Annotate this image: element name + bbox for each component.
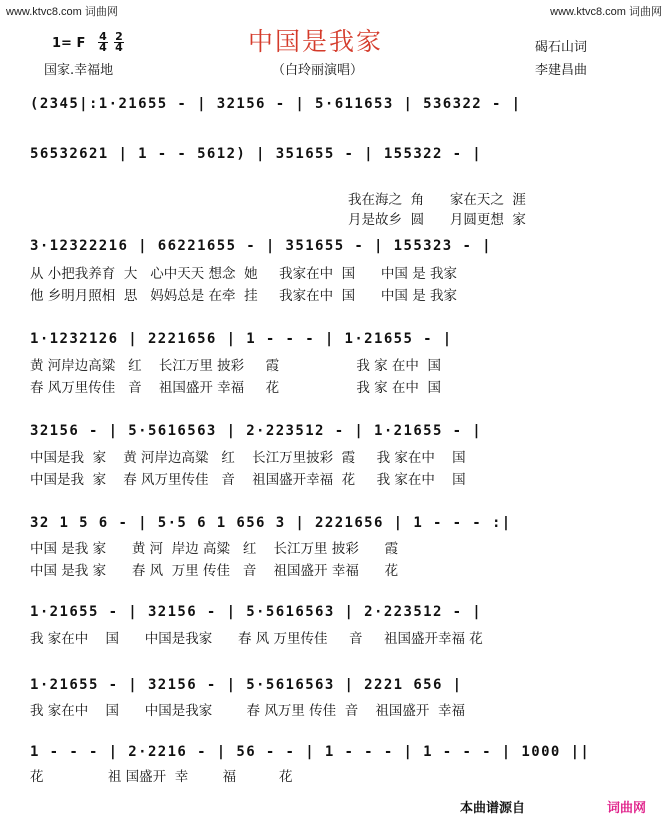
lyric-line xyxy=(30,173,638,208)
source-note: 本曲谱源自 xyxy=(460,801,526,816)
notation-line: 32156 - | 5·5616563 | 2·223512 - | 1·21655 - | xyxy=(30,423,483,439)
lyric-verse-2: 中国是我 家 春 风万里传佳 音 祖国盛开幸福 花 我 家在中 国 xyxy=(30,472,466,488)
lyric-verse-1: 花 祖 国盛开 幸 福 花 xyxy=(30,769,293,785)
notation-line: 1·21655 - | 32156 - | 5·5616563 | 2·223512 - | xyxy=(30,604,483,620)
lyricist-credit: 碣石山词 xyxy=(535,40,588,55)
lyric-verse-1: 中国是我 家 黄 河岸边高粱 红 长江万里披彩 霞 我 家在中 国 xyxy=(30,450,466,466)
lyric-verse-1: 中国 是我 家 黄 河 岸边 高粱 红 长江万里 披彩 霞 xyxy=(30,541,399,557)
lyric-verse-1: 我在海之 角 家在天之 涯 xyxy=(348,192,526,208)
score-row-9 xyxy=(30,741,638,763)
time-signature-b: 2 4 xyxy=(115,30,123,54)
composer-credit: 李建昌曲 xyxy=(535,63,588,78)
score-row-1 xyxy=(30,93,638,115)
lyric-verse-2: 月是故乡 圆 月圆更想 家 xyxy=(348,212,526,228)
notation-line: 32 1 5 6 - | 5·5 6 1 656 3 | 2221656 | 1 - - - :| xyxy=(30,515,512,531)
lyric-verse-2: 中国 是我 家 春 风 万里 传佳 音 祖国盛开 幸福 花 xyxy=(30,563,399,579)
score-row-7 xyxy=(30,601,638,623)
score-row-6 xyxy=(30,512,638,534)
notation-line: 3·12322216 | 66221655 - | 351655 - | 155323 - | xyxy=(30,238,492,254)
notation-line: 56532621 | 1 - - 5612) | 351655 - | 155322 - | xyxy=(30,146,483,162)
notation-line: 1·21655 - | 32156 - | 5·5616563 | 2221 656 | xyxy=(30,677,463,693)
lyric-verse-1: 我 家在中 国 中国是我家 春 风万里 传佳 音 祖国盛开 幸福 xyxy=(30,703,465,719)
lyric-verse-1: 黄 河岸边高粱 红 长江万里 披彩 霞 我 家 在中 国 xyxy=(30,358,441,374)
lyric-verse-1: 我 家在中 国 中国是我家 春 风 万里传佳 音 祖国盛开幸福 花 xyxy=(30,631,483,647)
lyric-verse-2: 春 风万里传佳 音 祖国盛开 幸福 花 我 家 在中 国 xyxy=(30,380,441,396)
notation-line: 1 - - - | 2·2216 - | 56 - - | 1 - - - | 1 - - - | 1000 || xyxy=(30,744,591,760)
notation-line: (2345|:1·21655 - | 32156 - | 5·611653 | 536322 - | xyxy=(30,96,522,112)
brand-watermark: 词曲网 xyxy=(607,801,647,816)
lyric-line xyxy=(30,193,638,228)
score-row-3 xyxy=(30,235,638,257)
song-title: 中国是我家 xyxy=(248,27,384,56)
watermark-right: www.ktvc8.com 词曲网 xyxy=(550,6,662,18)
score-row-5 xyxy=(30,420,638,442)
singer-credit: （白玲丽演唱） xyxy=(272,63,364,78)
score-row-8 xyxy=(30,674,638,696)
score-row-2 xyxy=(30,143,638,165)
album-name: 国家.幸福地 xyxy=(44,63,114,78)
score-row-4 xyxy=(30,328,638,350)
lyric-verse-1: 从 小把我养育 大 心中天天 想念 她 我家在中 国 中国 是 我家 xyxy=(30,266,457,282)
lyric-verse-2: 他 乡明月照相 思 妈妈总是 在牵 挂 我家在中 国 中国 是 我家 xyxy=(30,288,457,304)
key-signature: 1= F xyxy=(52,36,86,51)
notation-line: 1·1232126 | 2221656 | 1 - - - | 1·21655 - | xyxy=(30,331,453,347)
watermark-left: www.ktvc8.com 词曲网 xyxy=(6,6,118,18)
time-signature-a: 4 4 xyxy=(99,30,107,54)
